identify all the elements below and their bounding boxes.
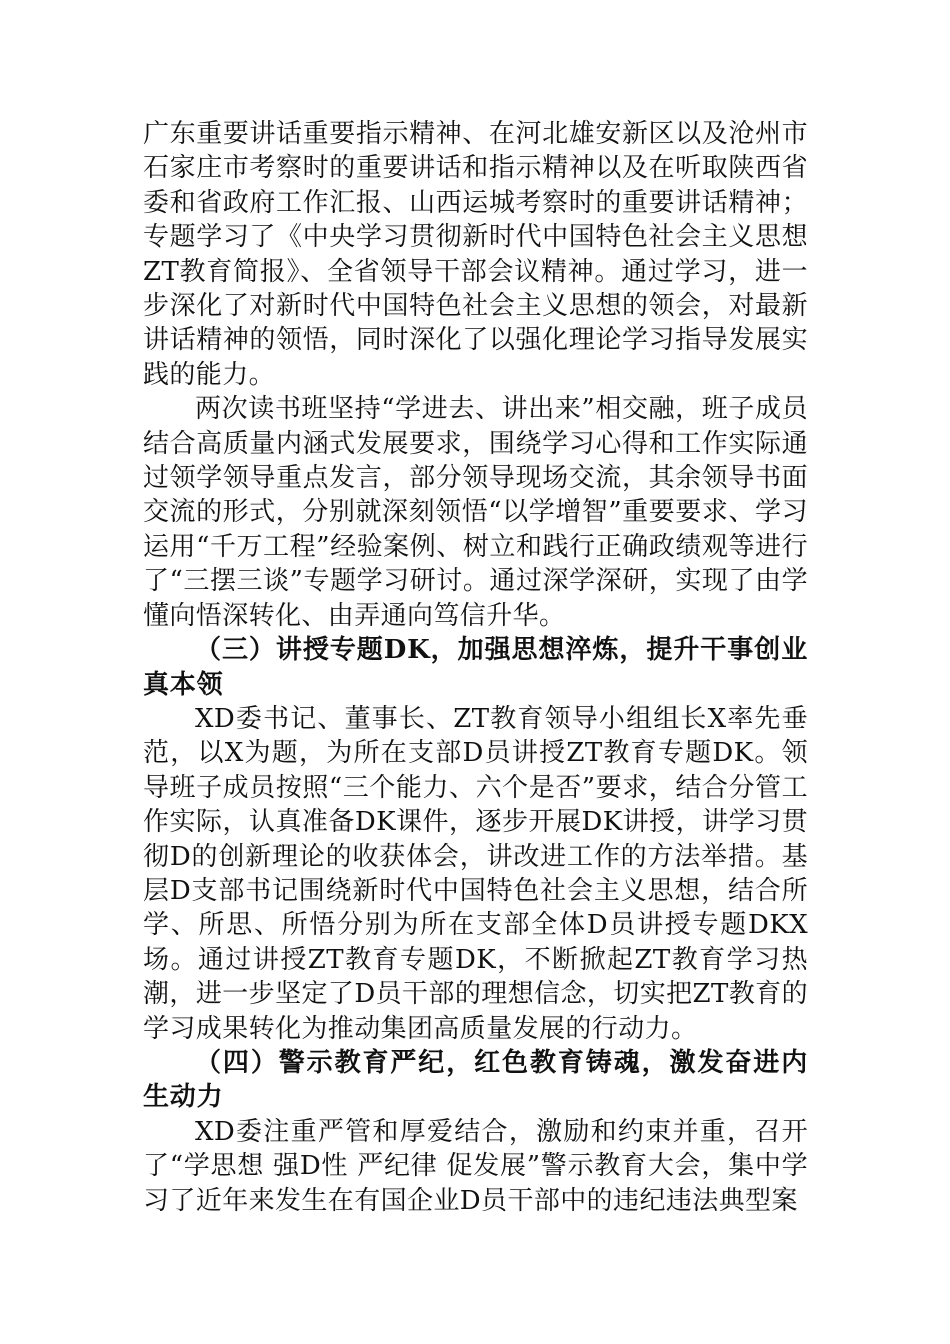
document-body: [143, 117, 808, 1218]
section-heading-3: （三）讲授专题DK，加强思想淬炼，提升干事创业真本领: [143, 635, 808, 700]
body-paragraph-lecture: XD委书记、董事长、ZT教育领导小组组长X率先垂范，以X为题，为所在支部D员讲授ZT教育专题DK。领导班子成员按照“三个能力、六个是否”要求，结合分管工作实际，认真准备DK课件，逐步开展DK讲授，讲学习贯彻D的创新理论的收获体会，讲改进工作的方法举措。基层D支部书记围绕新时代中国特色社会主义思想，结合所学、所思、所悟分别为所在支部全体D员讲授专题DKX场。通过讲授ZT教育专题DK，不断掀起ZT教育学习热潮，进一步坚定了D员干部的理想信念，切实把ZT教育的学习成果转化为推动集团高质量发展的行动力。: [143, 703, 808, 1044]
body-paragraph-warning-education: XD委注重严管和厚爱结合，激励和约束并重，召开了“学思想 强D性 严纪律 促发展”警示教育大会，集中学习了近年来发生在有国企业D员干部中的违纪违法典型案: [143, 1116, 808, 1216]
body-paragraph-reading-class: 两次读书班坚持“学进去、讲出来”相交融，班子成员结合高质量内涵式发展要求，围绕学习心得和工作实际通过领学领导重点发言，部分领导现场交流，其余领导书面交流的形式，分别就深刻领悟“以学增智”重要要求、学习运用“千万工程”经验案例、树立和践行正确政绩观等进行了“三摆三谈”专题学习研讨。通过深学深研，实现了由学懂向悟深转化、由弄通向笃信升华。: [143, 394, 808, 631]
section-heading-4: （四）警示教育严纪，红色教育铸魂，激发奋进内生动力: [143, 1047, 808, 1113]
body-paragraph-continued: 广东重要讲话重要指示精神、在河北雄安新区以及沧州市石家庄市考察时的重要讲话和指示精神以及在听取陕西省委和省政府工作汇报、山西运城考察时的重要讲话精神；专题学习了《中央学习贯彻新时代中国特色社会主义思想ZT教育简报》、全省领导干部会议精神。通过学习，进一步深化了对新时代中国特色社会主义思想的领会，对最新讲话精神的领悟，同时深化了以强化理论学习指导发展实践的能力。: [143, 119, 808, 390]
